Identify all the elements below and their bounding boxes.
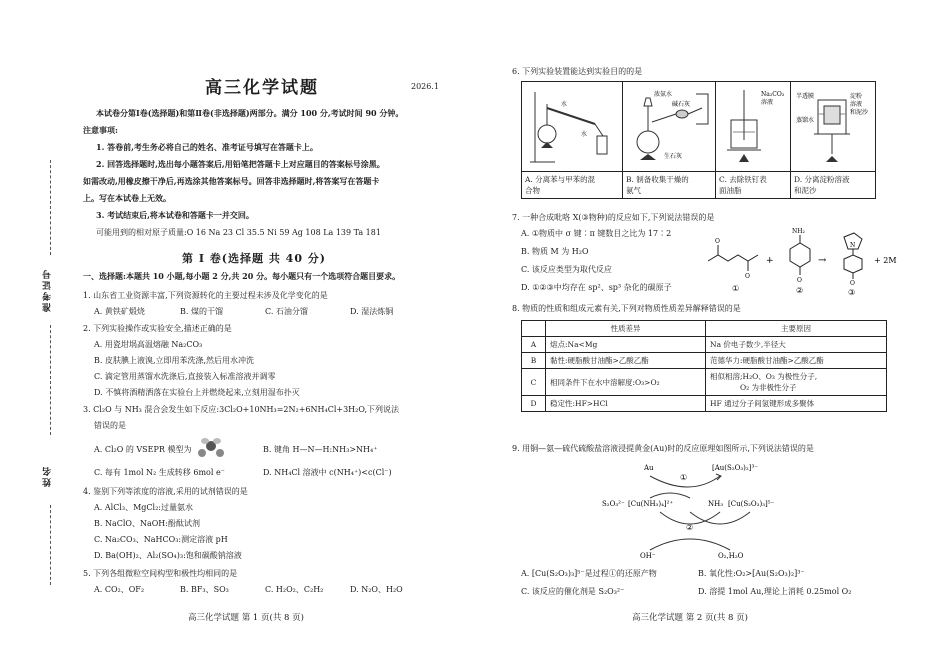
binding-line	[50, 505, 51, 585]
page-footer: 高三化学试题 第 1 页(共 8 页)	[188, 613, 304, 623]
option-c: C. 去除铁钉表 面油脂	[716, 172, 791, 199]
option-b: B. 皮肤腆上液溴,立即用苯洗涤,然后用水冲洗	[94, 356, 255, 365]
table-row: B 黏性:硬脂酸甘油酯>乙酸乙酯 范德华力:硬脂酸甘油酯>乙酸乙酯	[522, 353, 887, 369]
apparatus-label: 溶液	[761, 99, 774, 106]
option-d: D. N₂O、H₂O	[350, 585, 403, 594]
catalytic-cycle-diagram	[600, 458, 830, 562]
apparatus-label: 半透膜	[796, 93, 815, 100]
option-b: B. 煤的干馏	[180, 307, 223, 316]
option-c: C. 每有 1mol N₂ 生成转移 6mol e⁻	[94, 468, 225, 477]
note-2: 上。写在本试卷上无效。	[83, 193, 171, 203]
beaker-heating-icon	[719, 84, 787, 166]
table-row: A 熔点:Na<Mg Na 价电子数少,半径大	[522, 337, 887, 353]
oxygen-label: O	[797, 277, 802, 284]
table-row: D 稳定性:HF>HCl HF 通过分子间氢键形成多聚体	[522, 396, 887, 412]
pyrrole-reaction-scheme	[706, 225, 906, 297]
option-a: A. AlCl₃、MgCl₂:过量氨水	[94, 503, 193, 512]
ammonia-apparatus-icon	[626, 84, 712, 166]
question-stem: 7. 一种合成吡咯 X(③物种)的反应如下,下列说法错误的是	[512, 213, 715, 222]
option-a: A. 黄铁矿煅烧	[94, 307, 145, 316]
option-c: C. 石油分馏	[265, 307, 308, 316]
apparatus-label: 和泥沙	[850, 109, 869, 116]
apparatus-b	[623, 82, 716, 172]
oxygen-label: O	[715, 238, 720, 245]
cycle-species: [Au(S₂O₃)₂]³⁻	[712, 464, 758, 472]
option-d: D. NH₄Cl 溶液中 c(NH₄⁺)<c(Cl⁻)	[263, 468, 392, 477]
question-stem: 8. 物质的性质和组成元素有关,下列对物质性质差异解释错误的是	[512, 304, 741, 313]
question-stem: 错误的是	[94, 421, 126, 430]
notes-title: 注意事项:	[83, 125, 118, 135]
property-table	[521, 320, 887, 412]
cycle-species: [Cu(NH₃)₄]²⁺	[628, 500, 674, 508]
step-label: ②	[686, 523, 694, 532]
option-d: D. 湿法炼铜	[350, 307, 394, 316]
option-d: D. 不慎将酒精洒落在实验台上并燃烧起来,立刻用湿布扑灭	[94, 388, 300, 397]
page-title: 高三化学试题	[205, 78, 319, 98]
option-a: A. Cl₂O 的 VSEPR 模型为	[94, 445, 192, 454]
cycle-species: NH₃	[708, 500, 724, 508]
cycle-species: OH⁻	[640, 552, 656, 560]
atomic-masses: 可能用到的相对原子质量:O 16 Na 23 Cl 35.5 Ni 59 Ag 108 La 139 Ta 181	[96, 228, 381, 237]
apparatus-c	[716, 82, 791, 172]
note-1: 1. 答卷前,考生务必将自己的姓名、准考证号填写在答题卡上。	[96, 142, 318, 152]
apparatus-label: 淀粉	[850, 93, 863, 100]
option-b: B. BF₃、SO₃	[180, 585, 229, 594]
molecule-label: ①	[732, 284, 740, 293]
page-footer: 高三化学试题 第 2 页(共 8 页)	[632, 613, 748, 623]
apparatus-label: 碱石灰	[672, 101, 691, 108]
apparatus-label: Na₂CO₃	[761, 91, 785, 98]
exam-number-label: 准考证号	[43, 268, 53, 312]
note-3: 3. 考试结束后,将本试卷和答题卡一并交回。	[96, 210, 254, 220]
option-c: C. 该反应类型为取代反应	[521, 265, 612, 274]
question-stem: 9. 用铜—氨—硫代硫酸盐溶液浸提黄金(Au)时的反应原理如图所示,下列说法错误的是	[512, 444, 814, 453]
option-a: A. CO₂、OF₂	[94, 585, 145, 594]
cycle-species: [Cu(S₂O₃)₃]⁵⁻	[728, 500, 775, 508]
question-stem: 5. 下列各组微粒空间构型和极性均相同的是	[83, 569, 238, 578]
question-stem: 6. 下列实验装置能达到实验目的的是	[512, 67, 643, 76]
option-d: D. 溶提 1mol Au,理论上消耗 0.25mol O₂	[698, 587, 852, 596]
question-stem: 1. 山东省工业资源丰富,下列资源转化的主要过程未涉及化学变化的是	[83, 291, 328, 300]
note-2: 2. 回答选择题时,选出每小题答案后,用铅笔把答题卡上对应题目的答案标号涂黑。	[96, 159, 385, 169]
apparatus-table	[521, 81, 876, 199]
binding-line	[50, 160, 51, 255]
apparatus-label: 生石灰	[664, 153, 683, 160]
amine-label: NH₂	[792, 228, 805, 235]
apparatus-label: 水	[561, 101, 568, 108]
oxygen-label: O	[850, 280, 855, 287]
apparatus-label: 蒸馏水	[796, 117, 815, 124]
cycle-species: Au	[644, 464, 654, 472]
option-a: A. [Cu(S₂O₃)₃]⁵⁻是过程①的还原产物	[521, 569, 657, 578]
dialysis-apparatus-icon	[794, 84, 872, 166]
cycle-species: O₂,H₂O	[718, 552, 744, 560]
reaction-arrow: →	[818, 255, 827, 266]
option-b: B. 物质 M 为 H₂O	[521, 247, 589, 256]
option-d: D. ①②③中均存在 sp²、sp³ 杂化的碳原子	[521, 283, 672, 292]
part-1-heading: 第 Ⅰ 卷(选择题 共 40 分)	[182, 252, 327, 265]
step-label: ①	[680, 473, 688, 482]
intro-line: 本试卷分第Ⅰ卷(选择题)和第Ⅱ卷(非选择题)两部分。满分 100 分,考试时间 90 分钟。	[96, 108, 404, 118]
apparatus-d	[791, 82, 876, 172]
option-a: A. ①物质中 σ 键∶π 键数目之比为 17∶2	[521, 229, 672, 238]
option-d: D. Ba(OH)₂、Al₂(SO₄)₃:饱和碳酸钠溶液	[94, 551, 242, 560]
table-row: C 相同条件下在水中溶解度:O₃>O₂ 相似相溶;H₂O、O₃ 为极性分子, O₂ 为非极性分子	[522, 369, 887, 396]
plus-sign: +	[766, 256, 774, 266]
name-label: 姓名	[43, 465, 53, 487]
table-header: 性质差异	[546, 321, 706, 337]
option-c: C. 滴定管用蒸馏水洗涤后,直接装入标准溶液并调零	[94, 372, 276, 381]
option-b: B. NaClO、NaOH:酚酞试剂	[94, 519, 200, 528]
question-stem: 2. 下列实验操作或实验安全,描述正确的是	[83, 324, 232, 333]
nitrogen-label: N	[850, 242, 856, 249]
distillation-apparatus-icon	[525, 84, 619, 166]
apparatus-label: 溶液	[850, 101, 863, 108]
option-d: D. 分离淀粉溶液 和泥沙	[791, 172, 876, 199]
question-stem: 3. Cl₂O 与 NH₃ 混合会发生如下反应:3Cl₂O+10NH₃=2N₂+6NH₄Cl+3H₂O,下列说法	[83, 405, 399, 414]
option-c: C. Na₂CO₃、NaHCO₃:测定溶液 pH	[94, 535, 228, 544]
byproduct-label: + 2M	[874, 256, 897, 265]
vsepr-model-icon	[194, 436, 228, 460]
binding-line	[50, 325, 51, 435]
molecule-label: ②	[796, 286, 804, 295]
molecule-label: ③	[848, 288, 856, 297]
option-b: B. 制备收集干燥的 氨气	[623, 172, 716, 199]
cycle-species: S₂O₃²⁻	[602, 500, 625, 508]
oxygen-label: O	[745, 273, 750, 280]
note-2: 如需改动,用橡皮擦干净后,再选涂其他答案标号。回答非选择题时,将答案写在答题卡	[83, 176, 380, 186]
option-a: A. 分离苯与甲苯的混 合物	[522, 172, 623, 199]
option-c: C. H₂O₂、C₂H₂	[265, 585, 324, 594]
apparatus-label: 水	[581, 131, 588, 138]
section-instruction: 一、选择题:本题共 10 小题,每小题 2 分,共 20 分。每小题只有一个选项符合题目要求。	[83, 271, 401, 281]
apparatus-label: 浓氨水	[654, 91, 673, 98]
exam-date: 2026.1	[411, 82, 439, 91]
option-b: B. 键角 H—N—H:NH₃>NH₄⁺	[263, 445, 378, 454]
option-a: A. 用瓷坩埚高温熔融 Na₂CO₃	[94, 340, 203, 349]
option-b: B. 氧化性:O₂>[Au(S₂O₃)₂]³⁻	[698, 569, 805, 578]
apparatus-a	[522, 82, 623, 172]
table-header: 主要原因	[706, 321, 887, 337]
option-c: C. 该反应的催化剂是 S₂O₃²⁻	[521, 587, 625, 596]
question-stem: 4. 鉴别下列等浓度的溶液,采用的试剂错误的是	[83, 487, 248, 496]
